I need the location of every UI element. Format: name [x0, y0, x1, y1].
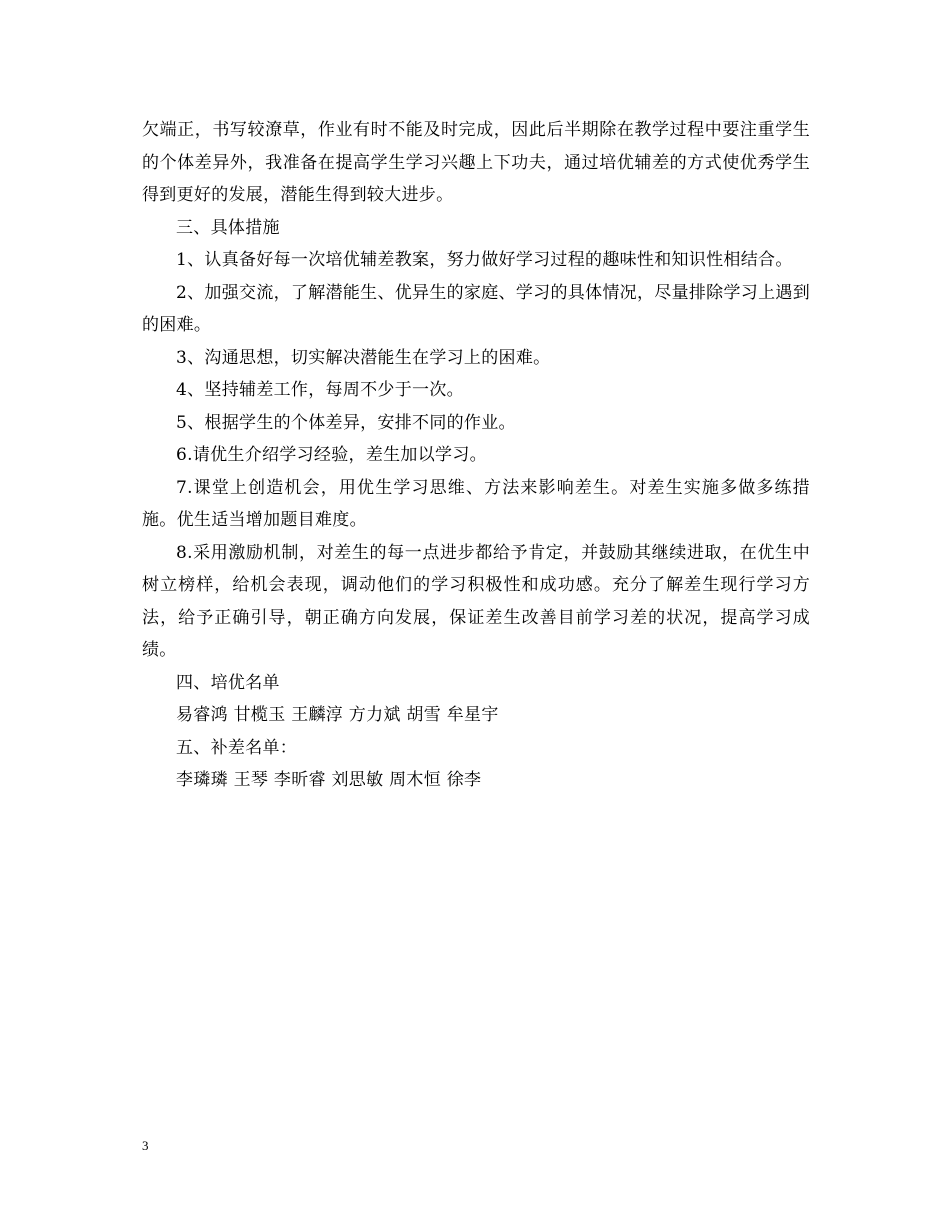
measure-item-5: 5、根据学生的个体差异，安排不同的作业。: [176, 412, 516, 433]
measure-item-7: 7.课堂上创造机会，用优生学习思维、方法来影响差生。对差生实施多做多练措施。优生适当增加题目难度。: [142, 477, 810, 530]
measure-item-1: 1、认真备好每一次培优辅差教案，努力做好学习过程的趣味性和知识性相结合。: [176, 250, 793, 270]
document-body: [142, 114, 810, 797]
section-heading-excellent-list: 四、培优名单: [176, 672, 280, 693]
measure-item-4: 4、坚持辅差工作，每周不少于一次。: [176, 380, 464, 400]
measure-item-8: 8.采用激励机制，对差生的每一点进步都给予肯定，并鼓励其继续进取，在优生中树立榜样，给机会表现，调动他们的学习积极性和成功感。充分了解差生现行学习方法，给予正确引导，朝正确方向发展，保证差生改善目前学习差的状况，提高学习成绩。: [142, 542, 810, 660]
remedial-student-names: 李璘璘 王琴 李昕睿 刘思敏 周木恒 徐李: [176, 770, 482, 790]
section-heading-remedial-list: 五、补差名单：: [176, 737, 298, 758]
measure-item-2: 2、加强交流，了解潜能生、优异生的家庭、学习的具体情况，尽量排除学习上遇到的困难。: [142, 282, 810, 335]
measure-item-3: 3、沟通思想，切实解决潜能生在学习上的困难。: [176, 347, 551, 368]
paragraph-continuation: 欠端正，书写较潦草，作业有时不能及时完成，因此后半期除在教学过程中要注重学生的个体差异外，我准备在提高学生学习兴趣上下功夫，通过培优辅差的方式使优秀学生得到更好的发展，潜能生得到较大进步。: [142, 120, 810, 205]
section-heading-measures: 三、具体措施: [176, 217, 280, 238]
measure-item-6: 6.请优生介绍学习经验，差生加以学习。: [176, 445, 487, 465]
excellent-student-names: 易睿鸿 甘榄玉 王麟淳 方力斌 胡雪 牟星宇: [176, 705, 499, 725]
page-number: 3: [142, 1138, 149, 1153]
